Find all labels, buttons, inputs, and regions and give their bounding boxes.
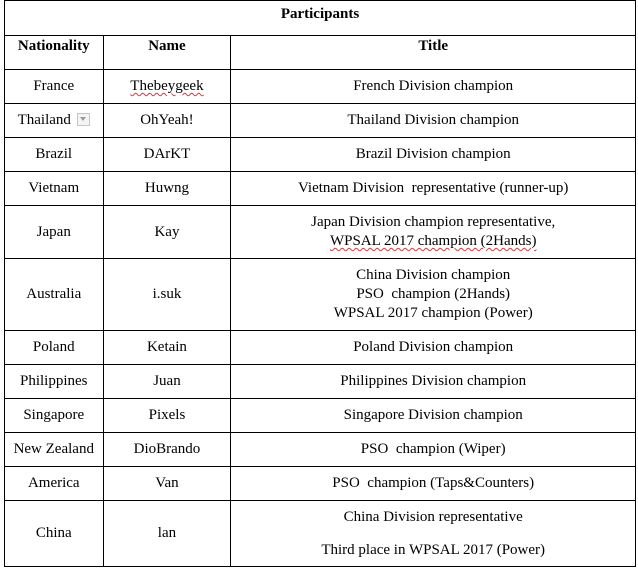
title-line: China Division champion (356, 267, 511, 283)
table-row (5, 104, 636, 138)
nationality-cell[interactable]: France (5, 70, 104, 104)
name-cell[interactable]: Juan (103, 365, 231, 399)
title-line: French Division champion (353, 78, 514, 94)
header-title: Title (231, 36, 636, 70)
name-cell[interactable]: Ketain (103, 331, 231, 365)
table-row (5, 365, 636, 399)
name-cell[interactable]: OhYeah! (103, 104, 231, 138)
nationality-cell[interactable]: America (5, 467, 104, 501)
title-line: Philippines Division champion (340, 373, 527, 389)
nationality-cell[interactable]: China (5, 501, 104, 567)
title-line: Thailand Division champion (347, 112, 520, 128)
header-row (5, 36, 636, 70)
name-cell[interactable]: lan (103, 501, 231, 567)
name-cell[interactable]: Pixels (103, 399, 231, 433)
title-cell[interactable] (231, 467, 636, 501)
nationality-cell[interactable]: Philippines (5, 365, 104, 399)
player-name: Thebeygeek (130, 78, 204, 94)
title-cell[interactable] (231, 331, 636, 365)
table-caption: Participants (5, 1, 636, 36)
title-line: PSO champion (Taps&Counters) (332, 475, 535, 491)
nationality-cell[interactable]: Brazil (5, 138, 104, 172)
title-line: PSO champion (2Hands) (356, 286, 511, 302)
name-cell[interactable]: DioBrando (103, 433, 231, 467)
header-nationality: Nationality (5, 36, 104, 70)
participants-table (4, 0, 636, 567)
nationality-cell[interactable]: Australia (5, 259, 104, 331)
title-cell[interactable] (231, 138, 636, 172)
table-row (5, 467, 636, 501)
nationality-cell[interactable]: Poland (5, 331, 104, 365)
title-cell[interactable] (231, 70, 636, 104)
table-row (5, 331, 636, 365)
nationality-cell[interactable]: Vietnam (5, 172, 104, 206)
title-line: Singapore Division champion (343, 407, 523, 423)
title-cell[interactable] (231, 206, 636, 259)
table-row (5, 172, 636, 206)
nationality-cell[interactable]: Japan (5, 206, 104, 259)
nationality-text: Thailand (17, 112, 71, 128)
table-row (5, 433, 636, 467)
header-name: Name (103, 36, 231, 70)
table-row (5, 501, 636, 567)
table-row (5, 138, 636, 172)
caption-row (5, 1, 636, 36)
table-row (5, 206, 636, 259)
title-cell[interactable] (231, 365, 636, 399)
title-line: Poland Division champion (353, 339, 514, 355)
title-line: WPSAL 2017 champion (Power) (333, 305, 533, 321)
table-row (5, 70, 636, 104)
title-line: Vietnam Division representative (runner-up) (298, 180, 569, 196)
name-cell[interactable]: Kay (103, 206, 231, 259)
title-line: Japan Division champion representative, (311, 214, 556, 230)
title-cell[interactable] (231, 104, 636, 138)
nationality-cell[interactable]: New Zealand (5, 433, 104, 467)
name-cell[interactable]: Van (103, 467, 231, 501)
table-row (5, 259, 636, 331)
title-cell[interactable] (231, 433, 636, 467)
document-page (4, 0, 636, 567)
name-cell[interactable]: Huwng (103, 172, 231, 206)
title-cell[interactable] (231, 259, 636, 331)
table-row (5, 399, 636, 433)
name-cell[interactable]: i.suk (103, 259, 231, 331)
title-cell[interactable] (231, 172, 636, 206)
name-cell[interactable] (103, 70, 231, 104)
title-line: Brazil Division champion (355, 146, 511, 162)
dropdown-arrow-icon[interactable] (77, 113, 90, 126)
title-line: PSO champion (Wiper) (360, 441, 506, 457)
name-cell[interactable]: DArKT (103, 138, 231, 172)
title-line: China Division representative (343, 508, 523, 525)
title-cell[interactable] (231, 399, 636, 433)
title-line: WPSAL 2017 champion (2Hands) (329, 233, 537, 249)
nationality-cell[interactable]: Singapore (5, 399, 104, 433)
title-line: Third place in WPSAL 2017 (Power) (321, 541, 546, 558)
nationality-cell[interactable] (5, 104, 104, 138)
title-cell[interactable] (231, 501, 636, 567)
